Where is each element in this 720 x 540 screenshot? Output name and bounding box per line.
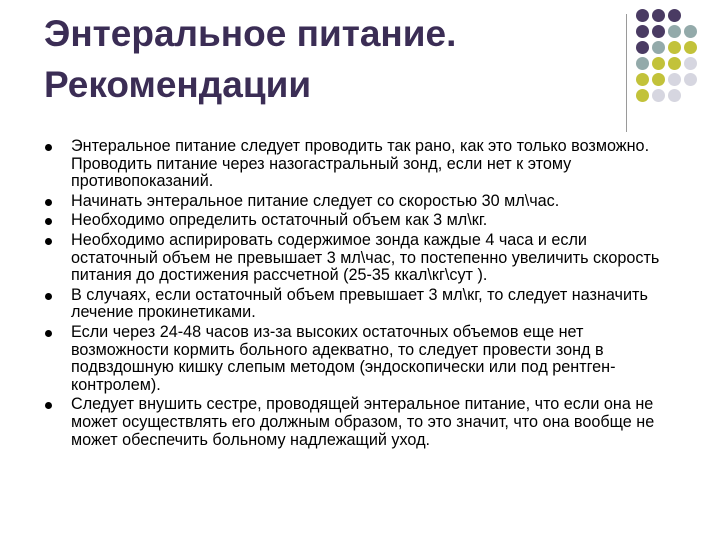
bullet-icon xyxy=(45,199,52,206)
bullet-text: Следует внушить сестре, проводящей энтеральное питание, что если она не может осуществлять его должным образом, то это значит, что она вообще не может обеспечить больному надлежащий уход. xyxy=(71,395,655,449)
decorative-dot xyxy=(652,9,665,22)
decorative-dot xyxy=(652,57,665,70)
decorative-dot xyxy=(636,25,649,38)
decorative-dot xyxy=(668,73,681,86)
bullet-item xyxy=(44,232,674,285)
decorative-dot xyxy=(652,73,665,86)
decorative-dot xyxy=(652,25,665,38)
decorative-dot xyxy=(684,25,697,38)
decorative-divider xyxy=(626,14,627,132)
decorative-dot xyxy=(684,41,697,54)
decorative-dot xyxy=(636,9,649,22)
slide-title-line-2: Рекомендации xyxy=(44,64,312,105)
bullet-icon xyxy=(45,144,52,151)
decorative-dot xyxy=(668,57,681,70)
decorative-dot xyxy=(668,9,681,22)
slide-title-line-1: Энтеральное питание. xyxy=(44,13,457,54)
decorative-dot xyxy=(652,89,665,102)
decorative-dot xyxy=(636,89,649,102)
bullet-list xyxy=(44,138,674,451)
bullet-text: Если через 24-48 часов из-за высоких остаточных объемов еще нет возможности кормить больного адекватно, то следует провести зонд в подвздошную кишку слепым методом (эндоскопически или под рентген-контролем). xyxy=(71,322,616,394)
decorative-dot xyxy=(636,41,649,54)
decorative-dot xyxy=(668,25,681,38)
decorative-dot xyxy=(668,41,681,54)
decorative-dot xyxy=(684,57,697,70)
bullet-text: Необходимо аспирировать содержимое зонда каждые 4 часа и если остаточный объем не превышает 3 мл\час, то постепенно увеличить скорость питания до достижения рассчетной (25-35 ккал\кг\сут ). xyxy=(71,230,660,285)
bullet-text: Энтеральное питание следует проводить так рано, как это только возможно. Проводить питание через назогастральный зонд, если нет к этому противопоказаний. xyxy=(71,137,650,191)
bullet-item xyxy=(44,193,674,211)
bullet-item xyxy=(44,396,674,449)
bullet-icon xyxy=(45,293,52,300)
slide-title xyxy=(44,8,604,110)
bullet-icon xyxy=(45,218,52,225)
decorative-dot xyxy=(636,57,649,70)
decorative-dot xyxy=(636,73,649,86)
bullet-item xyxy=(44,212,674,230)
bullet-text: Начинать энтеральное питание следует со скоростью 30 мл\час. xyxy=(71,191,560,210)
decorative-dot xyxy=(652,41,665,54)
decorative-dot xyxy=(684,73,697,86)
bullet-icon xyxy=(45,330,52,337)
bullet-item xyxy=(44,324,674,394)
bullet-text: В случаях, если остаточный объем превышает 3 мл\кг, то следует назначить лечение прокинетиками. xyxy=(71,285,648,322)
bullet-item xyxy=(44,287,674,322)
bullet-icon xyxy=(45,238,52,245)
decorative-dot xyxy=(668,89,681,102)
bullet-text: Необходимо определить остаточный объем как 3 мл\кг. xyxy=(71,211,488,230)
bullet-icon xyxy=(45,402,52,409)
bullet-item xyxy=(44,138,674,191)
